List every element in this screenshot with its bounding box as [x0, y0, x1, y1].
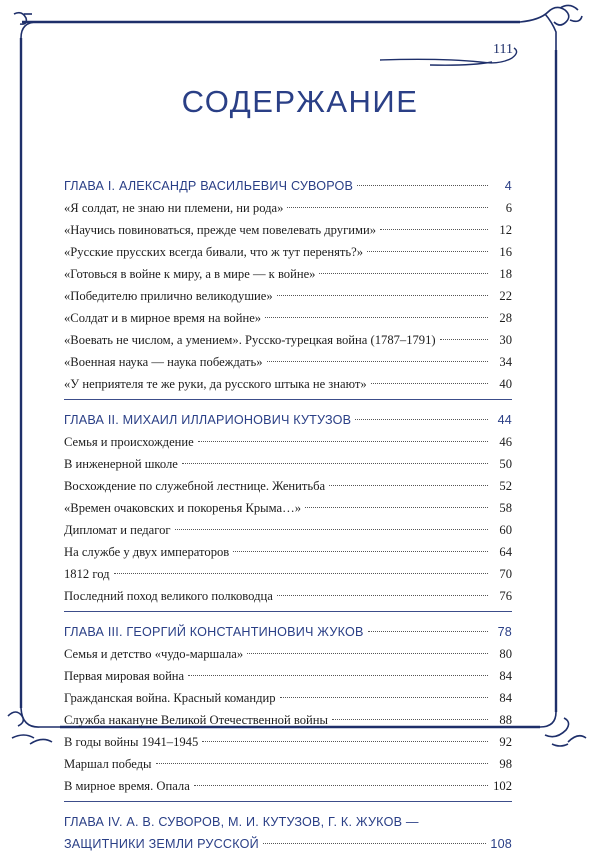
entry-title: Семья и происхождение — [64, 435, 194, 449]
table-of-contents — [64, 175, 512, 868]
leader-dots — [267, 361, 488, 362]
toc-entry[interactable] — [64, 329, 512, 351]
entry-title: Семья и детство «чудо-маршала» — [64, 647, 244, 661]
leader-dots — [114, 573, 488, 574]
entry-title: «Русские прусских всегда бивали, что ж тут перенять?» — [64, 245, 363, 259]
leader-dots — [280, 697, 488, 698]
entry-page: 88 — [499, 713, 512, 727]
entry-page: 92 — [499, 735, 512, 749]
entry-title: «Солдат и в мирное время на войне» — [64, 311, 262, 325]
toc-entry[interactable] — [64, 263, 512, 285]
entry-page: 64 — [499, 545, 512, 559]
entry-page: 6 — [505, 201, 512, 215]
entry-title: «Воевать не числом, а умением». Русско-турецкая война (1787–1791) — [64, 333, 436, 347]
chapter-block-1 — [64, 175, 512, 400]
toc-entry[interactable] — [64, 307, 512, 329]
toc-entry[interactable] — [64, 753, 512, 775]
corner-ornament-top-left — [14, 13, 37, 38]
chapter-title-line2: ЗАЩИТНИКИ ЗЕМЛИ РУССКОЙ — [64, 837, 259, 851]
toc-entry[interactable] — [64, 285, 512, 307]
leader-dots — [265, 317, 488, 318]
entry-title: Первая мировая война — [64, 669, 185, 683]
entry-page: 80 — [499, 647, 512, 661]
leader-dots — [357, 185, 488, 186]
leader-dots — [233, 551, 488, 552]
entry-title: В мирное время. Опала — [64, 779, 190, 793]
chapter-page: 4 — [504, 179, 512, 193]
toc-entry[interactable] — [64, 219, 512, 241]
chapter-block-2 — [64, 409, 512, 612]
leader-dots — [175, 529, 488, 530]
chapter-block-4 — [64, 811, 512, 859]
entry-page: 58 — [499, 501, 512, 515]
toc-entry[interactable] — [64, 585, 512, 607]
chapter-page: 108 — [490, 837, 512, 851]
leader-dots — [332, 719, 488, 720]
corner-ornament-bottom-right — [540, 712, 586, 746]
toc-entry[interactable] — [64, 241, 512, 263]
toc-entry[interactable] — [64, 497, 512, 519]
toc-entry[interactable] — [64, 643, 512, 665]
entry-page: 98 — [499, 757, 512, 771]
corner-ornament-bottom-left — [8, 708, 60, 744]
entry-page: 84 — [499, 691, 512, 705]
page-number: 111 — [493, 42, 513, 57]
entry-title: 1812 год — [64, 567, 110, 581]
entry-page: 52 — [499, 479, 512, 493]
entry-page: 76 — [499, 589, 512, 603]
entry-title: Дипломат и педагог — [64, 523, 171, 537]
leader-dots — [277, 295, 488, 296]
chapter-title: ГЛАВА III. ГЕОРГИЙ КОНСТАНТИНОВИЧ ЖУКОВ — [64, 625, 364, 639]
entry-title: В инженерной школе — [64, 457, 178, 471]
leader-dots — [182, 463, 488, 464]
entry-page: 60 — [499, 523, 512, 537]
leader-dots — [380, 229, 488, 230]
chapter-block-3 — [64, 621, 512, 802]
toc-entry[interactable] — [64, 709, 512, 731]
chapter-title-line1: ГЛАВА IV. А. В. СУВОРОВ, М. И. КУТУЗОВ, Г. К. ЖУКОВ — — [64, 815, 419, 829]
toc-entry[interactable] — [64, 665, 512, 687]
entry-title: «Готовься в войне к миру, а в мире — к войне» — [64, 267, 316, 281]
toc-entry[interactable] — [64, 519, 512, 541]
entry-page: 40 — [499, 377, 512, 391]
chapter-page: 78 — [497, 625, 512, 639]
entry-title: Восхождение по служебной лестнице. Женитьба — [64, 479, 326, 493]
leader-dots — [440, 339, 488, 340]
toc-entry[interactable] — [64, 563, 512, 585]
entry-title: В годы войны 1941–1945 — [64, 735, 199, 749]
leader-dots — [198, 441, 488, 442]
entry-title: Маршал победы — [64, 757, 152, 771]
chapter-heading[interactable] — [64, 621, 512, 643]
entry-title: Последний поход великого полководца — [64, 589, 273, 603]
entry-title: «Я солдат, не знаю ни племени, ни рода» — [64, 201, 284, 215]
leader-dots — [263, 843, 487, 844]
leader-dots — [305, 507, 488, 508]
toc-entry[interactable] — [64, 197, 512, 219]
entry-title: На службе у двух императоров — [64, 545, 230, 559]
entry-page: 50 — [499, 457, 512, 471]
leader-dots — [188, 675, 488, 676]
leader-dots — [319, 273, 488, 274]
entry-page: 22 — [499, 289, 512, 303]
chapter-heading[interactable] — [64, 409, 512, 431]
entry-page: 28 — [499, 311, 512, 325]
entry-title: «Победителю прилично великодушие» — [64, 289, 273, 303]
chapter-title: ГЛАВА II. МИХАИЛ ИЛЛАРИОНОВИЧ КУТУЗОВ — [64, 413, 352, 427]
entry-page: 18 — [499, 267, 512, 281]
entry-page: 30 — [499, 333, 512, 347]
toc-entry[interactable] — [64, 687, 512, 709]
page-title: СОДЕРЖАНИЕ — [181, 84, 419, 119]
toc-entry[interactable] — [64, 453, 512, 475]
leader-dots — [368, 631, 488, 632]
toc-entry[interactable] — [64, 541, 512, 563]
entry-page: 102 — [493, 779, 512, 793]
entry-page: 16 — [499, 245, 512, 259]
entry-title: Служба накануне Великой Отечественной войны — [64, 713, 328, 727]
chapter-title: ГЛАВА I. АЛЕКСАНДР ВАСИЛЬЕВИЧ СУВОРОВ — [64, 179, 354, 193]
entry-page: 70 — [499, 567, 512, 581]
entry-page: 34 — [499, 355, 512, 369]
chapter-heading[interactable] — [64, 833, 512, 855]
leader-dots — [202, 741, 488, 742]
leader-dots — [156, 763, 489, 764]
entry-page: 84 — [499, 669, 512, 683]
toc-entry[interactable] — [64, 431, 512, 453]
toc-entry[interactable] — [64, 775, 512, 797]
chapter-heading-line1[interactable] — [64, 811, 512, 833]
entry-title: «Военная наука — наука побеждать» — [64, 355, 263, 369]
leader-dots — [247, 653, 488, 654]
toc-entry[interactable] — [64, 475, 512, 497]
entry-title: Гражданская война. Красный командир — [64, 691, 276, 705]
leader-dots — [371, 383, 488, 384]
entry-title: «Времен очаковских и покоренья Крыма…» — [64, 501, 301, 515]
entry-title: «У неприятеля те же руки, да русского штыка не знают» — [64, 377, 367, 391]
chapter-heading[interactable] — [64, 175, 512, 197]
toc-entry[interactable] — [64, 373, 512, 395]
corner-ornament-top-right — [520, 5, 582, 50]
leader-dots — [329, 485, 488, 486]
entry-page: 12 — [499, 223, 512, 237]
leader-dots — [287, 207, 488, 208]
leader-dots — [367, 251, 488, 252]
chapter-page: 44 — [497, 413, 512, 427]
toc-entry[interactable] — [64, 351, 512, 373]
entry-page: 46 — [499, 435, 512, 449]
leader-dots — [277, 595, 488, 596]
entry-title: «Научись повиноваться, прежде чем повелевать другими» — [64, 223, 376, 237]
leader-dots — [194, 785, 488, 786]
leader-dots — [355, 419, 488, 420]
